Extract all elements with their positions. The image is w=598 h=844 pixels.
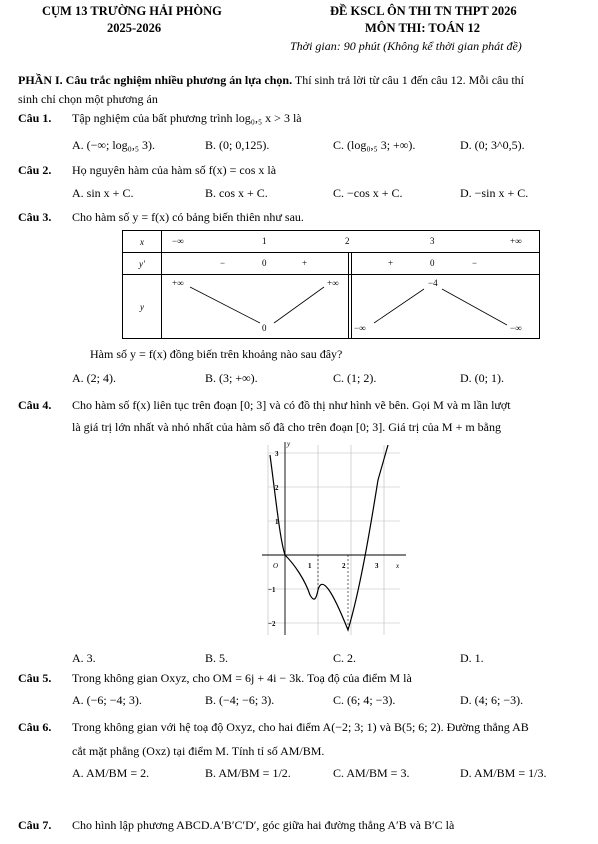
vt-yp-label: y′ [123,253,162,275]
vt-y-row [162,275,540,339]
vt-yp-4: 0 [430,258,435,268]
vt-y-4: −4 [428,278,438,288]
q6-option-a[interactable]: A. AM/BM = 2. [72,766,150,780]
vt-arrows [162,275,540,339]
q6-number: Câu 6. [18,720,52,734]
q3-text: Cho hàm số y = f(x) có bảng biến thiên như sau. [72,210,304,224]
graph-xtick-1: 1 [308,562,312,570]
graph-ytick-1: 1 [275,518,279,526]
vt-arrow-down-1 [190,287,260,323]
q7-text: Cho hình lập phương ABCD.A′B′C′D′, góc giữa hai đường thẳng A′B và B′C là [72,818,455,832]
function-graph [250,440,410,640]
q6-option-d[interactable]: D. AM/BM = 1/3. [460,766,547,780]
q2-number: Câu 2. [18,163,52,177]
q1-text: Tập nghiệm của bất phương trình log₀,₅ x > 3 là [72,111,302,125]
q4-number: Câu 4. [18,398,52,412]
vt-yp-0: − [220,258,226,268]
part1-title: PHẦN I. Câu trắc nghiệm nhiều phương án lựa chọn. [18,73,293,87]
vt-y-3: −∞ [354,323,366,333]
q3-option-d[interactable]: D. (0; 1). [460,371,504,385]
q1-option-d[interactable]: D. (0; 3^0,5). [460,138,525,152]
part1-desc: Thí sinh trả lời từ câu 1 đến câu 12. Mỗi câu thí [292,73,525,87]
graph-ytick-m1: −1 [268,586,276,594]
q3-number: Câu 3. [18,210,52,224]
vt-x-0: −∞ [172,236,184,246]
q1-option-c[interactable]: C. (log₀,₅ 3; +∞). [333,138,416,152]
q2-option-c[interactable]: C. −cos x + C. [333,186,403,200]
variation-table [122,230,540,339]
q3-text-2: Hàm số y = f(x) đồng biến trên khoảng nào sau đây? [90,347,343,361]
graph-origin: O [273,562,279,570]
q6-text-2: cắt mặt phẳng (Oxz) tại điểm M. Tính tỉ số AM/BM. [72,744,325,758]
vt-x-label: x [123,231,162,253]
q5-option-c[interactable]: C. (6; 4; −3). [333,693,396,707]
q3-option-a[interactable]: A. (2; 4). [72,371,116,385]
vt-y-1: 0 [262,323,267,333]
exam-title: ĐỀ KSCL ÔN THI TN THPT 2026 [330,4,517,18]
vt-x-row [162,231,540,253]
q6-option-c[interactable]: C. AM/BM = 3. [333,766,410,780]
q3-option-c[interactable]: C. (1; 2). [333,371,377,385]
q2-option-b[interactable]: B. cos x + C. [205,186,268,200]
q7-number: Câu 7. [18,818,52,832]
vt-yp-3: + [388,258,394,268]
vt-x-1: 1 [262,236,267,246]
exam-subject: MÔN THI: TOÁN 12 [365,21,480,35]
q1-option-b[interactable]: B. (0; 0,125). [205,138,270,152]
q1-number: Câu 1. [18,111,52,125]
vt-arrow-up-2 [374,289,424,323]
q2-option-d[interactable]: D. −sin x + C. [460,186,529,200]
vt-yp-5: − [472,258,478,268]
vt-y-5: −∞ [510,323,522,333]
q5-option-d[interactable]: D. (4; 6; −3). [460,693,524,707]
q3-option-b[interactable]: B. (3; +∞). [205,371,258,385]
q6-text: Trong không gian với hệ toạ độ Oxyz, cho hai điểm A(−2; 3; 1) và B(5; 6; 2). Đường thẳng AB [72,720,529,734]
q5-option-a[interactable]: A. (−6; −4; 3). [72,693,142,707]
vt-arrow-up-1 [274,287,324,323]
graph-xtick-3: 3 [375,562,379,570]
q4-option-b[interactable]: B. 5. [205,651,229,665]
q5-text: Trong không gian Oxyz, cho OM = 6j + 4i − 3k. Toạ độ của điểm M là [72,671,412,685]
vt-x-2: 2 [345,236,350,246]
q2-option-a[interactable]: A. sin x + C. [72,186,134,200]
graph-ytick-2: 2 [275,484,279,492]
vt-x-3: 3 [430,236,435,246]
vt-yp-1: 0 [262,258,267,268]
graph-x-label: x [396,562,400,570]
vt-arrow-down-2 [442,289,507,325]
exam-duration: Thời gian: 90 phút (Không kể thời gian phát đề) [290,39,522,53]
graph-curve [270,445,388,630]
vt-y-0: +∞ [172,278,184,288]
graph-ytick-3: 3 [275,450,279,458]
vt-y-label: y [123,275,162,339]
vt-x-4: +∞ [510,236,522,246]
part1-desc-2: sinh chỉ chọn một phương án [18,92,158,106]
q4-option-a[interactable]: A. 3. [72,651,96,665]
q5-option-b[interactable]: B. (−4; −6; 3). [205,693,275,707]
part1-intro [18,73,588,88]
graph-ytick-m2: −2 [268,620,276,628]
q2-text: Họ nguyên hàm của hàm số f(x) = cos x là [72,163,277,177]
vt-yp-divider [348,253,352,275]
vt-yp-2: + [302,258,308,268]
school-name: CỤM 13 TRƯỜNG HẢI PHÒNG [42,4,222,18]
q4-option-d[interactable]: D. 1. [460,651,484,665]
school-year: 2025-2026 [107,21,162,35]
q4-option-c[interactable]: C. 2. [333,651,357,665]
q4-text: Cho hàm số f(x) liên tục trên đoạn [0; 3] và có đồ thị như hình vẽ bên. Gọi M và m lần lượt [72,398,511,412]
q5-number: Câu 5. [18,671,52,685]
graph-y-label: y [287,440,291,448]
q6-option-b[interactable]: B. AM/BM = 1/2. [205,766,291,780]
q4-text-2: là giá trị lớn nhất và nhỏ nhất của hàm số đã cho trên đoạn [0; 3]. Giá trị của M + m bằng [72,420,501,434]
vt-y-2: +∞ [327,278,339,288]
q1-option-a[interactable]: A. (−∞; log₀,₅ 3). [72,138,156,152]
graph-xtick-2: 2 [342,562,346,570]
vt-yp-row [162,253,540,275]
